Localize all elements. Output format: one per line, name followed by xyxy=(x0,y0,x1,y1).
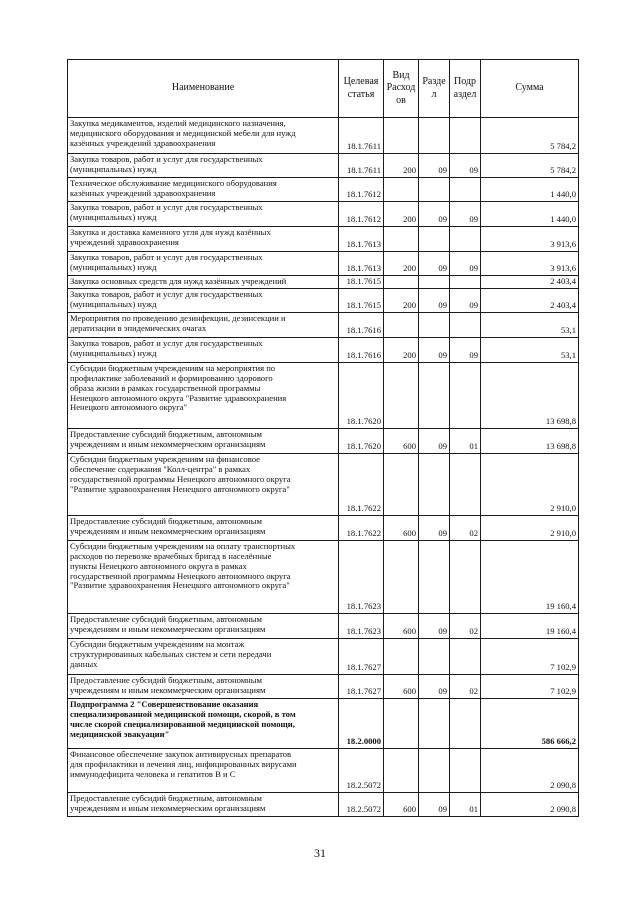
table-row xyxy=(68,252,579,276)
cell-name: Предоставление субсидий бюджетным, автономным учреждениям и иным некоммерческим организациям xyxy=(68,515,339,540)
cell-vid: 200 xyxy=(384,154,419,178)
cell-podrazdel: 09 xyxy=(450,202,481,227)
table-row xyxy=(68,312,579,337)
cell-name: Субсидии бюджетным учреждениям на оплату транспортных расходов по перевозке врачебных бригад в населённые пункты Ненецкого автономного округа в рамках государственной программы Ненецкого автономного округа "Развитие здравоохранения Ненецкого автономного округа" xyxy=(68,540,339,613)
cell-podrazdel: 02 xyxy=(450,515,481,540)
header-razdel: Разде л xyxy=(419,60,450,118)
cell-article: 18.1.7612 xyxy=(339,178,384,202)
cell-razdel: 09 xyxy=(419,792,450,816)
cell-podrazdel: 02 xyxy=(450,674,481,698)
cell-vid xyxy=(384,312,419,337)
cell-vid: 600 xyxy=(384,515,419,540)
cell-summa: 1 440,0 xyxy=(481,178,579,202)
cell-name: Закупка основных средств для нужд казённых учреждений xyxy=(68,276,339,289)
cell-podrazdel xyxy=(450,178,481,202)
cell-vid xyxy=(384,540,419,613)
cell-razdel xyxy=(419,748,450,792)
cell-podrazdel: 09 xyxy=(450,154,481,178)
cell-summa: 5 784,2 xyxy=(481,118,579,154)
cell-article: 18.1.7613 xyxy=(339,227,384,252)
cell-article: 18.1.7627 xyxy=(339,638,384,674)
cell-name: Закупка медикаментов, изделий медицинского назначения, медицинского оборудования и медицинской мебели для нужд казённых учреждений здравоохранения xyxy=(68,118,339,154)
cell-article: 18.1.7623 xyxy=(339,540,384,613)
cell-summa: 53,1 xyxy=(481,337,579,362)
cell-name: Мероприятия по проведению дезинфекции, дезинсекции и дератизации в эпидемических очагах xyxy=(68,312,339,337)
cell-article: 18.1.7620 xyxy=(339,428,384,453)
table-row xyxy=(68,178,579,202)
cell-razdel: 09 xyxy=(419,515,450,540)
cell-name: Закупка товаров, работ и услуг для государственных (муниципальных) нужд xyxy=(68,288,339,312)
cell-summa: 2 090,8 xyxy=(481,748,579,792)
cell-podrazdel: 02 xyxy=(450,613,481,638)
cell-vid: 600 xyxy=(384,674,419,698)
cell-article: 18.1.7615 xyxy=(339,288,384,312)
cell-razdel xyxy=(419,540,450,613)
table-body xyxy=(68,118,579,817)
cell-summa: 7 102,9 xyxy=(481,674,579,698)
cell-summa: 2 910,0 xyxy=(481,515,579,540)
cell-razdel xyxy=(419,178,450,202)
cell-razdel xyxy=(419,362,450,428)
table-row xyxy=(68,428,579,453)
cell-podrazdel xyxy=(450,540,481,613)
cell-podrazdel: 09 xyxy=(450,337,481,362)
table-row xyxy=(68,362,579,428)
cell-article: 18.1.7616 xyxy=(339,337,384,362)
table-row xyxy=(68,202,579,227)
header-vid: Вид Расход ов xyxy=(384,60,419,118)
cell-article: 18.1.7615 xyxy=(339,276,384,289)
cell-vid: 200 xyxy=(384,252,419,276)
cell-article: 18.1.7611 xyxy=(339,154,384,178)
cell-name: Субсидии бюджетным учреждениям на монтаж структурированных кабельных систем и сети передачи данных xyxy=(68,638,339,674)
cell-article: 18.1.7622 xyxy=(339,453,384,515)
cell-vid xyxy=(384,178,419,202)
cell-summa: 586 666,2 xyxy=(481,698,579,748)
cell-podrazdel xyxy=(450,312,481,337)
cell-name: Предоставление субсидий бюджетным, автономным учреждениям и иным некоммерческим организациям xyxy=(68,674,339,698)
table-row xyxy=(68,453,579,515)
cell-vid xyxy=(384,698,419,748)
table-row xyxy=(68,540,579,613)
table-row xyxy=(68,337,579,362)
cell-summa: 2 403,4 xyxy=(481,288,579,312)
header-article: Целевая статья xyxy=(339,60,384,118)
cell-vid xyxy=(384,748,419,792)
cell-vid: 200 xyxy=(384,202,419,227)
cell-name: Закупка товаров, работ и услуг для государственных (муниципальных) нужд xyxy=(68,154,339,178)
table-row xyxy=(68,288,579,312)
table-row xyxy=(68,698,579,748)
cell-summa: 3 913,6 xyxy=(481,227,579,252)
table-row xyxy=(68,792,579,816)
cell-razdel: 09 xyxy=(419,154,450,178)
cell-article: 18.1.7620 xyxy=(339,362,384,428)
cell-article: 18.1.7612 xyxy=(339,202,384,227)
cell-razdel xyxy=(419,698,450,748)
table-row xyxy=(68,748,579,792)
cell-razdel xyxy=(419,312,450,337)
cell-podrazdel: 01 xyxy=(450,428,481,453)
cell-razdel xyxy=(419,118,450,154)
cell-razdel xyxy=(419,227,450,252)
cell-podrazdel: 09 xyxy=(450,288,481,312)
cell-podrazdel: 09 xyxy=(450,252,481,276)
cell-name: Закупка товаров, работ и услуг для государственных (муниципальных) нужд xyxy=(68,202,339,227)
cell-summa: 7 102,9 xyxy=(481,638,579,674)
cell-podrazdel: 01 xyxy=(450,792,481,816)
cell-razdel: 09 xyxy=(419,202,450,227)
table-row xyxy=(68,118,579,154)
cell-summa: 2 403,4 xyxy=(481,276,579,289)
cell-name: Подпрограмма 2 "Совершенствование оказания специализированной медицинской помощи, скорой, в том числе скорой специализированной медицинской помощи, медицинской эвакуации" xyxy=(68,698,339,748)
cell-vid: 200 xyxy=(384,337,419,362)
cell-name: Техническое обслуживание медицинского оборудования казённых учреждений здравоохранения xyxy=(68,178,339,202)
cell-summa: 19 160,4 xyxy=(481,613,579,638)
table-row xyxy=(68,515,579,540)
cell-vid xyxy=(384,227,419,252)
cell-name: Субсидии бюджетным учреждениям на финансовое обеспечение содержания "Колл-центра" в рамках государственной программы Ненецкого автономного округа "Развитие здравоохранения Ненецкого автономного округа" xyxy=(68,453,339,515)
cell-podrazdel xyxy=(450,698,481,748)
cell-article: 18.2.0000 xyxy=(339,698,384,748)
cell-summa: 13 698,8 xyxy=(481,362,579,428)
cell-podrazdel xyxy=(450,118,481,154)
cell-article: 18.1.7616 xyxy=(339,312,384,337)
cell-vid: 200 xyxy=(384,288,419,312)
header-name: Наименование xyxy=(68,60,339,118)
cell-razdel: 09 xyxy=(419,674,450,698)
table-row xyxy=(68,227,579,252)
cell-podrazdel xyxy=(450,638,481,674)
cell-vid: 600 xyxy=(384,613,419,638)
cell-summa: 3 913,6 xyxy=(481,252,579,276)
cell-vid xyxy=(384,276,419,289)
table-row xyxy=(68,638,579,674)
cell-podrazdel xyxy=(450,227,481,252)
cell-podrazdel xyxy=(450,276,481,289)
cell-summa: 1 440,0 xyxy=(481,202,579,227)
cell-podrazdel xyxy=(450,453,481,515)
cell-name: Закупка товаров, работ и услуг для государственных (муниципальных) нужд xyxy=(68,337,339,362)
cell-razdel: 09 xyxy=(419,428,450,453)
cell-vid xyxy=(384,453,419,515)
cell-razdel xyxy=(419,453,450,515)
cell-name: Предоставление субсидий бюджетным, автономным учреждениям и иным некоммерческим организациям xyxy=(68,613,339,638)
cell-razdel: 09 xyxy=(419,252,450,276)
header-podrazdel: Подр аздел xyxy=(450,60,481,118)
header-summa: Сумма xyxy=(481,60,579,118)
cell-name: Субсидии бюджетным учреждениям на мероприятия по профилактике заболеваний и формированию здорового образа жизни в рамках государственной программы Ненецкого автономного округа "Развитие здравоохранения Ненецкого автономного округа" xyxy=(68,362,339,428)
cell-summa: 5 784,2 xyxy=(481,154,579,178)
cell-name: Предоставление субсидий бюджетным, автономным учреждениям и иным некоммерческим организациям xyxy=(68,428,339,453)
cell-article: 18.1.7613 xyxy=(339,252,384,276)
cell-razdel: 09 xyxy=(419,337,450,362)
cell-podrazdel xyxy=(450,362,481,428)
cell-vid xyxy=(384,362,419,428)
cell-summa: 19 160,4 xyxy=(481,540,579,613)
table-row xyxy=(68,674,579,698)
table-header-row xyxy=(68,60,579,118)
cell-name: Закупка товаров, работ и услуг для государственных (муниципальных) нужд xyxy=(68,252,339,276)
budget-table xyxy=(67,59,579,817)
cell-summa: 53,1 xyxy=(481,312,579,337)
cell-name: Предоставление субсидий бюджетным, автономным учреждениям и иным некоммерческим организациям xyxy=(68,792,339,816)
cell-summa: 2 910,0 xyxy=(481,453,579,515)
cell-name: Закупка и доставка каменного угля для нужд казённых учреждений здравоохранения xyxy=(68,227,339,252)
cell-razdel xyxy=(419,276,450,289)
cell-article: 18.1.7611 xyxy=(339,118,384,154)
cell-summa: 2 090,8 xyxy=(481,792,579,816)
cell-name: Финансовое обеспечение закупок антивирусных препаратов для профилактики и лечения лиц, инфицированных вирусами иммунодефицита человека и гепатитов В и С xyxy=(68,748,339,792)
cell-vid: 600 xyxy=(384,792,419,816)
table-row xyxy=(68,613,579,638)
cell-article: 18.1.7627 xyxy=(339,674,384,698)
cell-article: 18.2.5072 xyxy=(339,792,384,816)
cell-summa: 13 698,8 xyxy=(481,428,579,453)
cell-article: 18.1.7622 xyxy=(339,515,384,540)
cell-razdel xyxy=(419,638,450,674)
cell-vid xyxy=(384,118,419,154)
cell-vid: 600 xyxy=(384,428,419,453)
cell-article: 18.1.7623 xyxy=(339,613,384,638)
page-number: 31 xyxy=(314,846,326,860)
table-row xyxy=(68,276,579,289)
cell-razdel: 09 xyxy=(419,613,450,638)
cell-article: 18.2.5072 xyxy=(339,748,384,792)
table-row xyxy=(68,154,579,178)
cell-vid xyxy=(384,638,419,674)
cell-razdel: 09 xyxy=(419,288,450,312)
cell-podrazdel xyxy=(450,748,481,792)
